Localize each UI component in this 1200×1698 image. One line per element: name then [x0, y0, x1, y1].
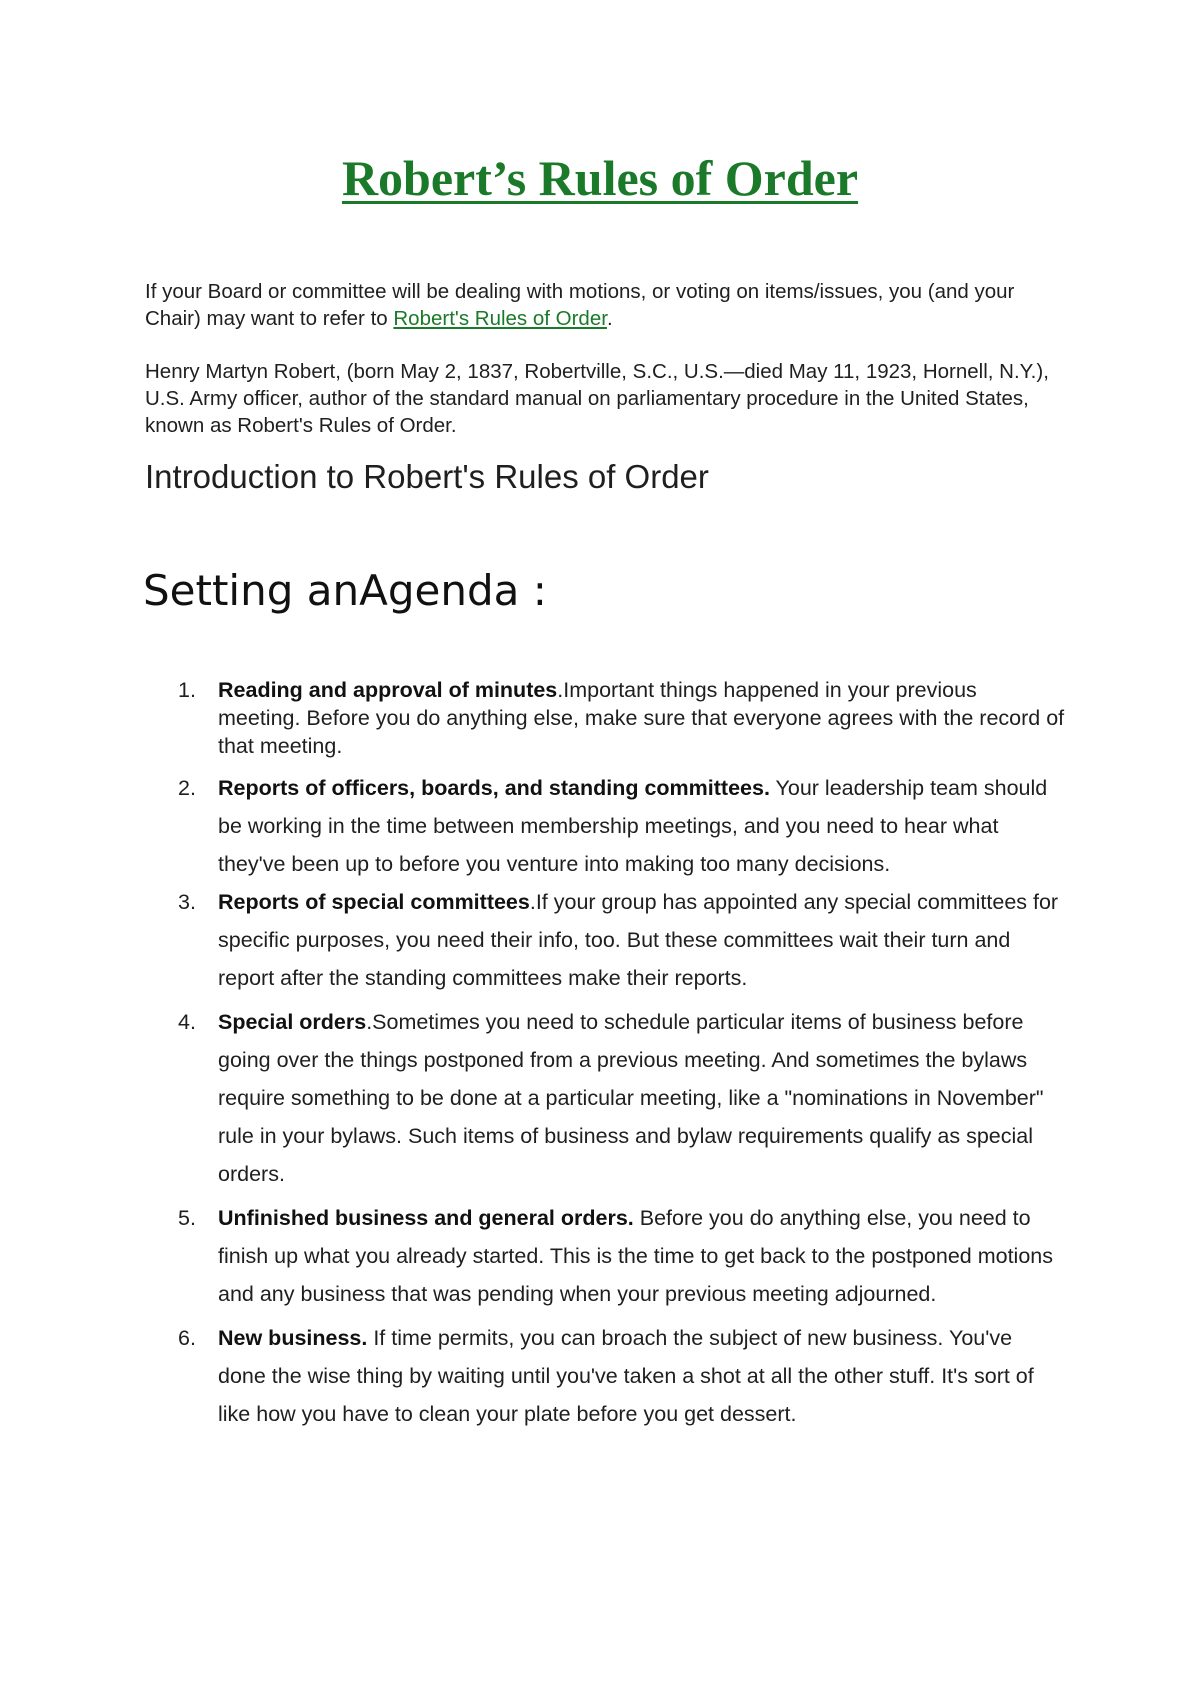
document-title: Robert’s Rules of Order: [341, 150, 859, 206]
item-text: Before you do anything else, you need to finish up what you already started. This is the time to get back to the postponed motions and any business that was pending when your previous meeting adjourned.: [218, 1206, 1053, 1306]
item-title: Reports of special committees: [218, 890, 530, 914]
agenda-item: [145, 1319, 1065, 1433]
intro-paragraph: [145, 278, 1075, 332]
item-number: 4.: [178, 1010, 196, 1034]
item-number: 1.: [178, 678, 196, 702]
agenda-item: [145, 883, 1065, 997]
item-title: Special orders: [218, 1010, 367, 1034]
intro-text-end: .: [606, 307, 613, 330]
item-text: Your leadership team should be working in the time between membership meetings, and you need to hear what they've been up to before you venture into making too many decisions.: [218, 776, 1048, 876]
item-title: Reports of officers, boards, and standing committees.: [218, 776, 770, 800]
item-text: If time permits, you can broach the subject of new business. You've done the wise thing by waiting until you've taken a shot at all the other stuff. It's sort of like how you have to clean your plate before you get dessert.: [218, 1326, 1034, 1426]
item-number: 3.: [178, 890, 196, 914]
item-number: 2.: [178, 776, 196, 800]
item-text: .If your group has appointed any special committees for specific purposes, you need their info, too. But these committees wait their turn and report after the standing committees make their reports.: [218, 890, 1059, 990]
item-text: .Important things happened in your previous meeting. Before you do anything else, make sure that everyone agrees with the record of that meeting.: [218, 678, 1065, 758]
agenda-item: [145, 1003, 1065, 1193]
item-title: New business.: [218, 1326, 368, 1350]
item-title: Reading and approval of minutes: [218, 678, 558, 702]
roberts-rules-link[interactable]: Robert's Rules of Order: [393, 307, 607, 330]
intro-heading: Introduction to Robert's Rules of Order: [145, 458, 709, 495]
intro-text: If your Board or committee will be dealing with motions, or voting on items/issues, you (and your Chair) may want to refer to: [145, 280, 1015, 330]
bio-paragraph: Henry Martyn Robert, (born May 2, 1837, Robertville, S.C., U.S.—died May 11, 1923, Hornell, N.Y.), U.S. Army officer, author of the standard manual on parliamentary procedure in the United States, known as Robert's Rules of Order.: [145, 360, 1049, 437]
item-number: 5.: [178, 1206, 196, 1230]
agenda-heading: Setting anAgenda :: [143, 566, 547, 615]
item-number: 6.: [178, 1326, 196, 1350]
item-text: .Sometimes you need to schedule particular items of business before going over the things postponed from a previous meeting. And sometimes the bylaws require something to be done at a particular meeting, like a "nominations in November" rule in your bylaws. Such items of business and bylaw requirements qualify as special orders.: [218, 1010, 1044, 1186]
item-title: Unfinished business and general orders.: [218, 1206, 634, 1230]
agenda-list: [145, 676, 1065, 1433]
agenda-item: [145, 769, 1065, 883]
agenda-item: [145, 676, 1065, 760]
agenda-item: [145, 1199, 1065, 1313]
